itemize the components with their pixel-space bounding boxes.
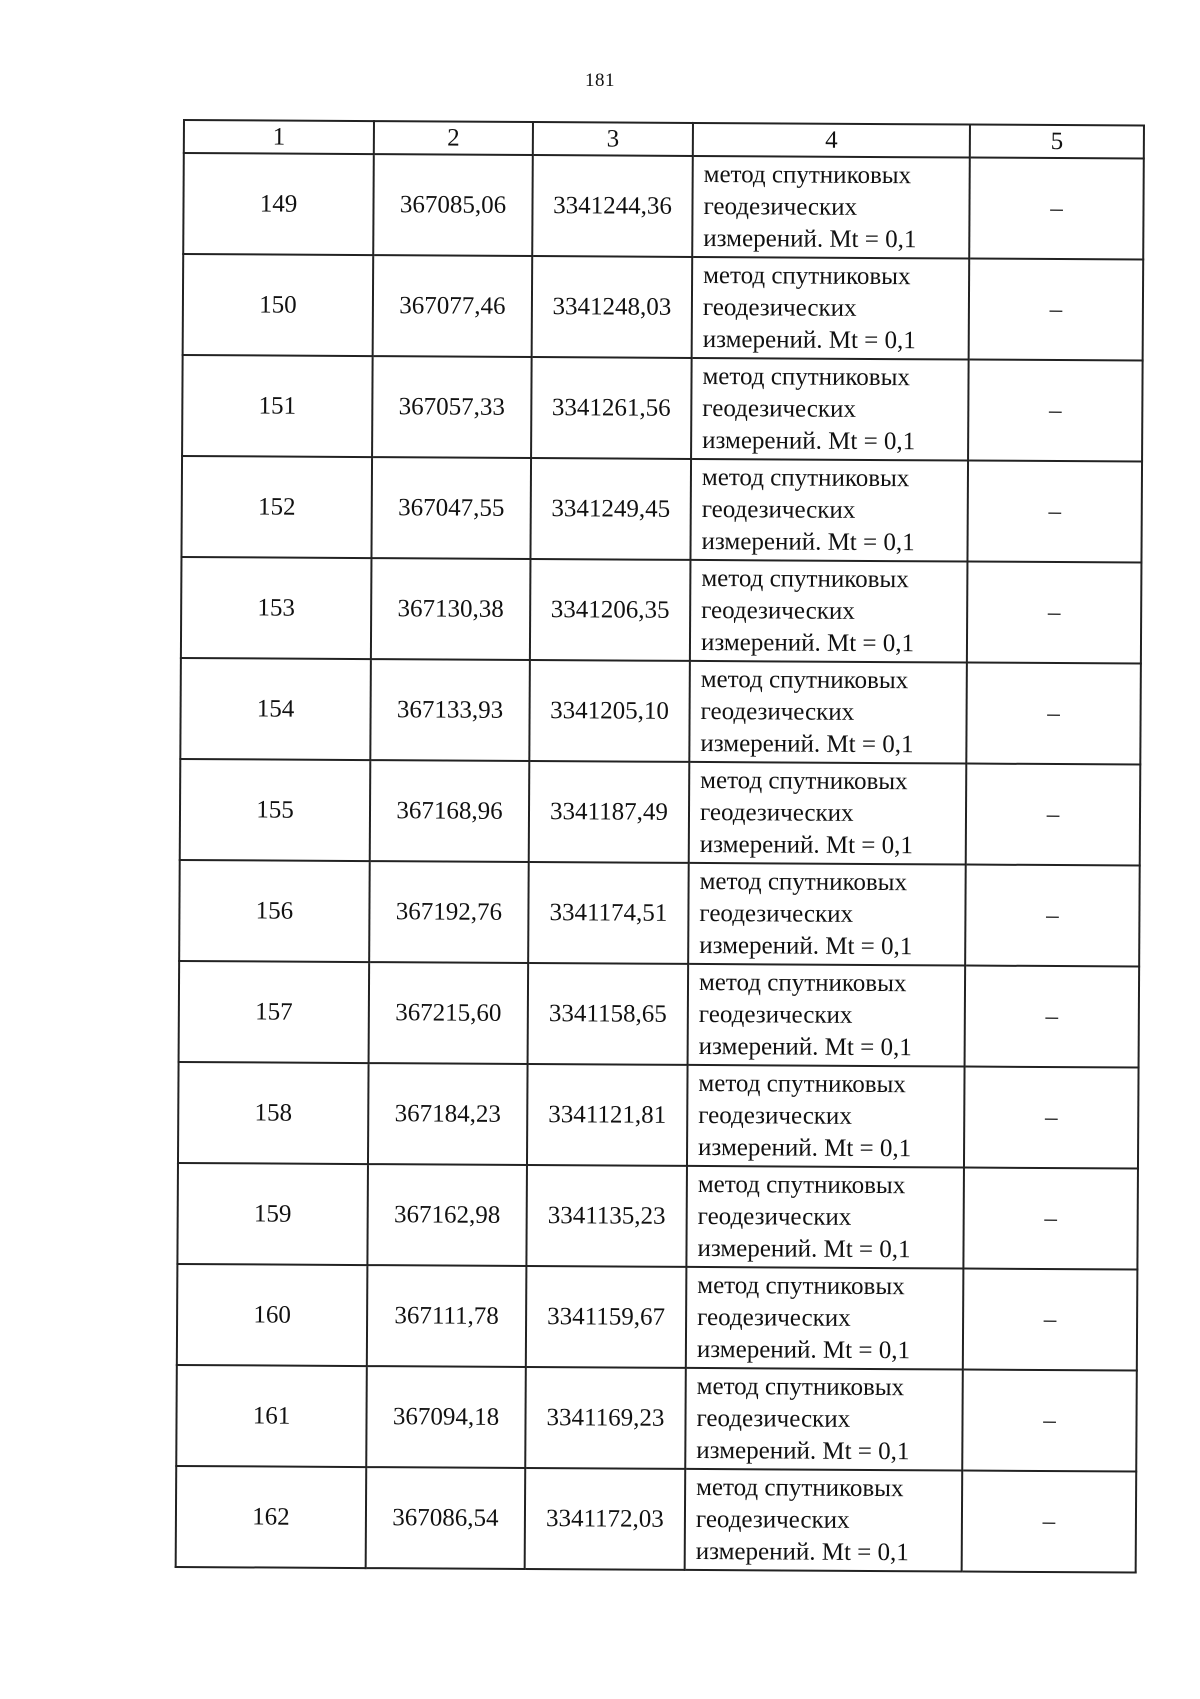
y-coordinate-cell: 3341205,10 bbox=[529, 660, 690, 762]
note-cell: – bbox=[968, 360, 1143, 462]
method-line: геодезических bbox=[702, 293, 857, 322]
page-number: 181 bbox=[585, 70, 615, 91]
point-number-cell: 159 bbox=[177, 1163, 368, 1265]
point-number-cell: 155 bbox=[180, 759, 371, 861]
point-number-cell: 150 bbox=[183, 254, 374, 356]
method-line: метод спутниковых bbox=[701, 564, 909, 593]
point-number-cell: 152 bbox=[181, 456, 372, 558]
method-line: измерений. Mt = 0,1 bbox=[702, 426, 916, 455]
method-line: геодезических bbox=[697, 1202, 852, 1231]
x-coordinate-cell: 367184,23 bbox=[368, 1063, 528, 1165]
method-cell bbox=[692, 156, 970, 259]
note-cell: – bbox=[969, 158, 1144, 260]
method-line: измерений. Mt = 0,1 bbox=[701, 527, 915, 556]
y-coordinate-cell: 3341169,23 bbox=[525, 1367, 686, 1469]
x-coordinate-cell: 367162,98 bbox=[367, 1164, 527, 1266]
method-line: метод спутниковых bbox=[698, 1069, 906, 1098]
y-coordinate-cell: 3341244,36 bbox=[532, 155, 693, 257]
point-number-cell: 162 bbox=[176, 1466, 367, 1568]
note-cell: – bbox=[966, 764, 1141, 866]
method-line: геодезических bbox=[699, 899, 854, 928]
table-row bbox=[183, 153, 1144, 260]
x-coordinate-cell: 367094,18 bbox=[366, 1366, 526, 1468]
x-coordinate-cell: 367130,38 bbox=[371, 558, 531, 660]
method-line: измерений. Mt = 0,1 bbox=[699, 830, 913, 859]
method-line: геодезических bbox=[698, 1000, 853, 1029]
y-coordinate-cell: 3341135,23 bbox=[526, 1165, 687, 1267]
point-number-cell: 160 bbox=[177, 1264, 368, 1366]
table-row bbox=[177, 1163, 1138, 1270]
method-line: метод спутниковых bbox=[698, 968, 907, 997]
method-line: геодезических bbox=[701, 495, 856, 524]
note-cell: – bbox=[962, 1471, 1137, 1573]
y-coordinate-cell: 3341249,45 bbox=[530, 458, 691, 560]
method-line: измерений. Mt = 0,1 bbox=[696, 1335, 911, 1364]
method-cell bbox=[686, 1267, 964, 1370]
note-cell: – bbox=[969, 259, 1144, 361]
header-cell-1: 1 bbox=[184, 120, 374, 154]
method-line: измерений. Mt = 0,1 bbox=[698, 1032, 912, 1061]
table-row bbox=[183, 254, 1144, 361]
method-line: измерений. Mt = 0,1 bbox=[700, 628, 915, 657]
method-line: метод спутниковых bbox=[701, 463, 910, 492]
method-line: измерений. Mt = 0,1 bbox=[703, 224, 917, 253]
header-cell-3: 3 bbox=[533, 122, 693, 156]
method-cell bbox=[690, 459, 968, 562]
point-number-cell: 157 bbox=[179, 961, 370, 1063]
method-line: измерений. Mt = 0,1 bbox=[696, 1436, 910, 1465]
point-number-cell: 153 bbox=[181, 557, 372, 659]
table-header-row bbox=[184, 120, 1144, 159]
note-cell: – bbox=[967, 461, 1142, 563]
method-line: геодезических bbox=[699, 798, 854, 827]
method-line: метод спутниковых bbox=[700, 665, 909, 694]
table-body bbox=[176, 120, 1144, 1573]
point-number-cell: 149 bbox=[183, 153, 374, 255]
table-row bbox=[180, 658, 1141, 765]
x-coordinate-cell: 367085,06 bbox=[373, 154, 533, 256]
point-number-cell: 156 bbox=[179, 860, 370, 962]
method-line: геодезических bbox=[700, 697, 855, 726]
method-line: геодезических bbox=[695, 1505, 850, 1534]
method-line: метод спутниковых bbox=[696, 1473, 904, 1502]
method-cell bbox=[685, 1469, 963, 1572]
table-row bbox=[180, 759, 1141, 866]
method-line: геодезических bbox=[703, 192, 858, 221]
header-cell-4: 4 bbox=[693, 123, 970, 158]
table-row bbox=[178, 1062, 1139, 1169]
header-cell-5: 5 bbox=[970, 125, 1144, 159]
table-row bbox=[177, 1264, 1138, 1371]
table-row bbox=[179, 860, 1140, 967]
table-row bbox=[176, 1466, 1137, 1573]
note-cell: – bbox=[964, 1067, 1139, 1169]
x-coordinate-cell: 367168,96 bbox=[370, 760, 530, 862]
y-coordinate-cell: 3341174,51 bbox=[528, 862, 689, 964]
table-row bbox=[182, 355, 1143, 462]
method-cell bbox=[690, 560, 968, 663]
method-line: измерений. Mt = 0,1 bbox=[695, 1537, 909, 1566]
note-cell: – bbox=[966, 663, 1141, 765]
method-line: метод спутниковых bbox=[702, 362, 911, 391]
method-line: метод спутниковых bbox=[700, 766, 908, 795]
method-cell bbox=[685, 1368, 963, 1471]
method-cell bbox=[691, 358, 969, 461]
method-line: измерений. Mt = 0,1 bbox=[697, 1234, 911, 1263]
method-cell bbox=[687, 1065, 965, 1168]
y-coordinate-cell: 3341158,65 bbox=[528, 963, 689, 1065]
table-row bbox=[176, 1365, 1137, 1472]
method-cell bbox=[689, 661, 967, 764]
note-cell: – bbox=[965, 966, 1140, 1068]
method-line: измерений. Mt = 0,1 bbox=[698, 1133, 912, 1162]
point-number-cell: 154 bbox=[180, 658, 371, 760]
coordinates-table-wrapper bbox=[175, 119, 1143, 1574]
x-coordinate-cell: 367215,60 bbox=[369, 962, 529, 1064]
method-line: метод спутниковых bbox=[703, 261, 911, 290]
method-line: метод спутниковых bbox=[699, 867, 908, 896]
y-coordinate-cell: 3341172,03 bbox=[525, 1468, 686, 1570]
point-number-cell: 151 bbox=[182, 355, 373, 457]
y-coordinate-cell: 3341187,49 bbox=[529, 761, 690, 863]
method-cell bbox=[686, 1166, 964, 1269]
method-cell bbox=[688, 964, 966, 1067]
point-number-cell: 158 bbox=[178, 1062, 369, 1164]
method-line: метод спутниковых bbox=[703, 160, 912, 189]
x-coordinate-cell: 367057,33 bbox=[372, 356, 532, 458]
y-coordinate-cell: 3341121,81 bbox=[527, 1064, 688, 1166]
method-line: метод спутниковых bbox=[696, 1372, 905, 1401]
y-coordinate-cell: 3341248,03 bbox=[532, 256, 693, 358]
x-coordinate-cell: 367111,78 bbox=[367, 1265, 527, 1367]
note-cell: – bbox=[963, 1168, 1138, 1270]
method-line: геодезических bbox=[702, 394, 857, 423]
method-line: геодезических bbox=[696, 1404, 851, 1433]
method-line: измерений. Mt = 0,1 bbox=[702, 325, 916, 354]
method-line: измерений. Mt = 0,1 bbox=[699, 931, 913, 960]
x-coordinate-cell: 367047,55 bbox=[371, 457, 531, 559]
y-coordinate-cell: 3341261,56 bbox=[531, 357, 692, 459]
method-line: метод спутниковых bbox=[697, 1170, 906, 1199]
method-line: метод спутниковых bbox=[697, 1271, 905, 1300]
y-coordinate-cell: 3341159,67 bbox=[526, 1266, 687, 1368]
point-number-cell: 161 bbox=[176, 1365, 367, 1467]
table-row bbox=[181, 557, 1142, 664]
x-coordinate-cell: 367133,93 bbox=[370, 659, 530, 761]
note-cell: – bbox=[965, 865, 1140, 967]
coordinates-table bbox=[175, 119, 1145, 1574]
note-cell: – bbox=[967, 562, 1142, 664]
table-row bbox=[181, 456, 1142, 563]
x-coordinate-cell: 367077,46 bbox=[373, 255, 533, 357]
method-cell bbox=[692, 257, 970, 360]
note-cell: – bbox=[963, 1269, 1138, 1371]
table-row bbox=[179, 961, 1140, 1068]
note-cell: – bbox=[962, 1370, 1137, 1472]
header-cell-2: 2 bbox=[374, 121, 533, 155]
method-line: измерений. Mt = 0,1 bbox=[700, 729, 914, 758]
method-line: геодезических bbox=[701, 596, 855, 625]
y-coordinate-cell: 3341206,35 bbox=[530, 559, 691, 661]
method-line: геодезических bbox=[698, 1101, 852, 1130]
method-cell bbox=[689, 762, 967, 865]
method-line: геодезических bbox=[697, 1303, 851, 1332]
x-coordinate-cell: 367086,54 bbox=[366, 1467, 526, 1569]
method-cell bbox=[688, 863, 966, 966]
x-coordinate-cell: 367192,76 bbox=[369, 861, 529, 963]
